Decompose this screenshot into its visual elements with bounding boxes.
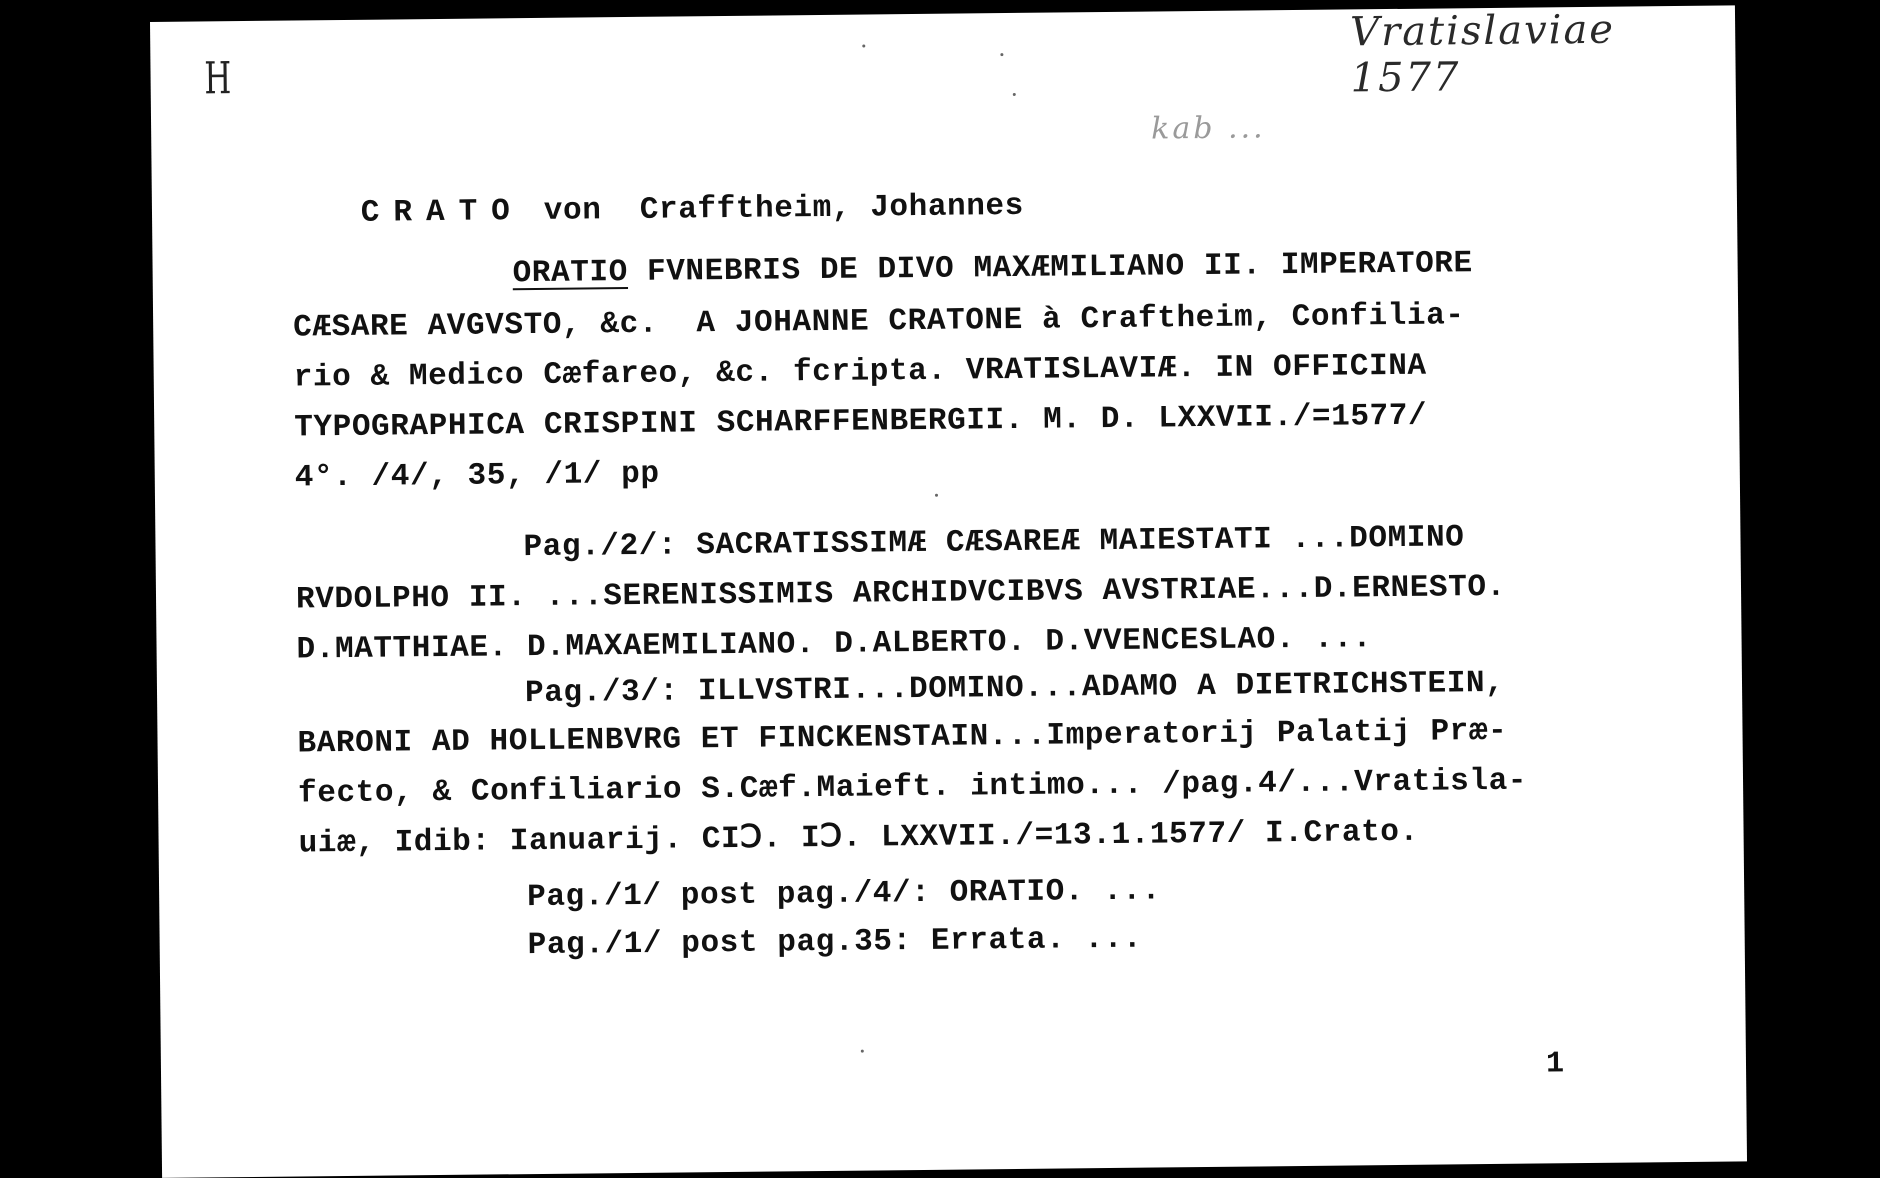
catalog-card — [150, 5, 1747, 1178]
handwritten-place-date-note: Vratislaviae 1577 — [1349, 6, 1616, 102]
scan-speck — [1013, 93, 1016, 96]
note-post-page-35: Pag./1/ post pag.35: Errata. ... — [527, 921, 1143, 964]
corner-mark: H — [204, 53, 232, 105]
title-line-4: TYPOGRAPHICA CRISPINI SCHARFFENBERGII. M. D. LXXVII./=1577/ — [294, 398, 1428, 446]
card-number: 1 — [1545, 1047, 1565, 1082]
scan-speck — [1000, 53, 1003, 56]
note-pag3-line-4: uiæ, Idib: Ianuarij. CIↃ. IↃ. LXXVII./=13.1.1577/ I.Crato. — [298, 814, 1419, 862]
title-line-1-rest: FVNEBRIS DE DIVO MAXÆMILIANO II. IMPERATORE — [627, 246, 1473, 291]
title-line-2: CÆSARE AVGVSTO, &c. A JOHANNE CRATONE à Craftheim, Confilia- — [293, 298, 1465, 346]
note-pag2-line-1: Pag./2/: SACRATISSIMÆ CÆSAREÆ MAIESTATI ...DOMINO — [523, 520, 1465, 566]
scan-speck — [861, 1050, 864, 1053]
faint-handwritten-note: kab ... — [1150, 110, 1266, 147]
note-pag3-line-2: BARONI AD HOLLENBVRG ET FINCKENSTAIN...Imperatorij Palatij Præ- — [297, 713, 1508, 762]
scan-speck — [935, 494, 938, 497]
note-pag2-line-3: D.MATTHIAE. D.MAXAEMILIANO. D.ALBERTO. D.VVENCESLAO. ... — [296, 621, 1373, 668]
title-line-3: rio & Medico Cæfareo, &c. fcripta. VRATISLAVIÆ. IN OFFICINA — [293, 348, 1427, 396]
author-surname: CRATO — [360, 194, 525, 231]
note-post-page-4: Pag./1/ post pag./4/: ORATIO. ... — [527, 873, 1162, 916]
note-pag2-line-2: RVDOLPHO II. ...SERENISSIMIS ARCHIDVCIBVS AVSTRIAE...D.ERNESTO. — [295, 569, 1506, 618]
scan-speck — [862, 45, 865, 48]
collation-line: 4°. /4/, 35, /1/ pp — [294, 456, 660, 496]
note-pag3-line-3: fecto, & Confiliario S.Cæf.Maieft. intimo... /pag.4/...Vratisla- — [297, 763, 1528, 812]
note-pag3-line-1: Pag./3/: ILLVSTRI...DOMINO...ADAMO A DIETRICHSTEIN, — [524, 665, 1505, 712]
author-name-rest: von Crafftheim, Johannes — [543, 188, 1025, 229]
title-first-word: ORATIO — [512, 255, 629, 292]
